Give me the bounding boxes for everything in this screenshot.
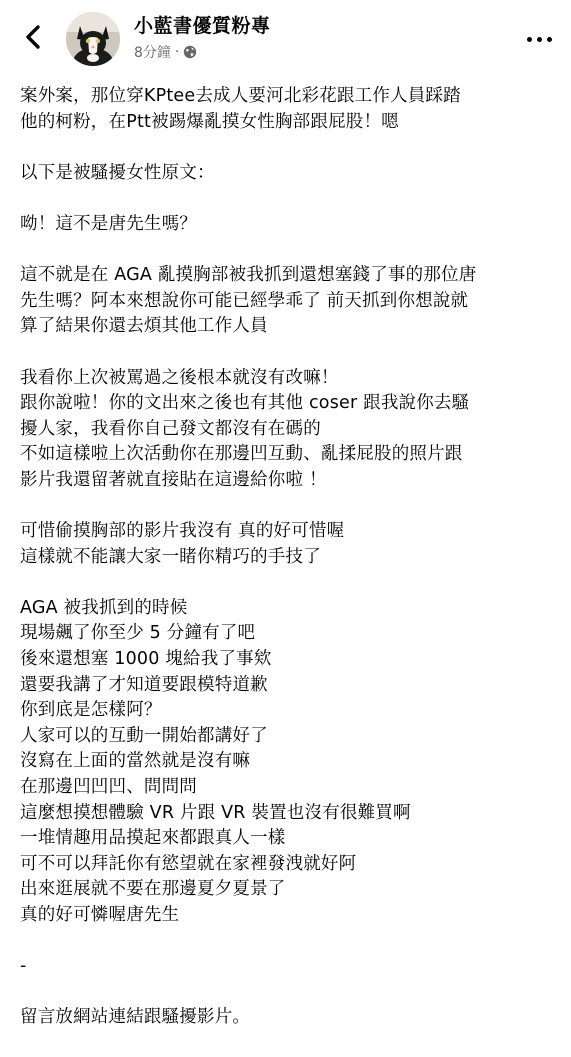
- cat-avatar-image: [66, 12, 120, 66]
- post-line: 這不就是在 AGA 亂摸胸部被我抓到還想塞錢了事的那位唐: [20, 265, 477, 286]
- post-line: 留言放網站連結跟騷擾影片。: [20, 1007, 251, 1028]
- post-line: 你到底是怎樣阿？: [20, 700, 162, 721]
- more-horizontal-icon: [527, 37, 532, 42]
- post-line: 可惜偷摸胸部的影片我沒有 真的好可惜喔: [20, 521, 345, 542]
- post-line: 這麼想摸想體驗 VR 片跟 VR 裝置也沒有很難買啊: [20, 802, 411, 823]
- post-paragraph: [20, 161, 560, 187]
- post-line: 先生嗎？阿本來想說你可能已經學乖了 前天抓到你想說就: [20, 290, 469, 311]
- post-timestamp[interactable]: 8分鐘: [134, 45, 171, 61]
- post-line: 他的柯粉，在Ptt被踢爆亂摸女性胸部跟屁股！嗯: [20, 111, 399, 132]
- post-line: AGA 被我抓到的時候: [20, 597, 188, 618]
- back-arrow-icon: [24, 24, 42, 50]
- post-paragraph: [20, 954, 560, 980]
- post-line: 出來逛展就不要在那邊夏夕夏景了: [20, 879, 286, 900]
- post-line: 現場飆了你至少 5 分鐘有了吧: [20, 623, 256, 644]
- post-line: 影片我還留著就直接貼在這邊給你啦 ！: [20, 469, 327, 490]
- post-line: 在那邊凹凹凹、問問問: [20, 777, 197, 798]
- post-line: 案外案，那位穿KPtee去成人要河北彩花跟工作人員踩踏: [20, 86, 461, 106]
- post-paragraph: [20, 263, 560, 340]
- post-paragraph: [20, 596, 560, 929]
- back-button[interactable]: [18, 22, 48, 52]
- post-paragraph: [20, 519, 560, 570]
- post-line: 這樣就不能讓大家一睹你精巧的手技了: [20, 546, 321, 567]
- post-line: 算了結果你還去煩其他工作人員: [20, 316, 268, 337]
- post-line: 不如這樣啦上次活動你在那邊凹互動、亂揉屁股的照片跟: [20, 444, 463, 465]
- post-line: 擾人家，我看你自己發文都沒有在碼的: [20, 418, 321, 439]
- post-line: 人家可以的互動一開始都講好了: [20, 725, 268, 746]
- post-line: 可不可以拜託你有慾望就在家裡發洩就好阿: [20, 853, 357, 874]
- page-avatar[interactable]: [66, 12, 120, 66]
- post-paragraph: [20, 366, 560, 494]
- more-options-button[interactable]: [521, 24, 557, 54]
- post-line: 一堆情趣用品摸起來都跟真人一樣: [20, 828, 286, 849]
- post-paragraph: [20, 1005, 560, 1031]
- page-name[interactable]: 小藍書優質粉專: [134, 15, 271, 37]
- post-line: 還要我講了才知道要跟模特道歉: [20, 674, 268, 695]
- post-line: 我看你上次被罵過之後根本就沒有改嘛！: [20, 367, 339, 388]
- post-line: 沒寫在上面的當然就是沒有嘛: [20, 751, 251, 772]
- globe-icon: [183, 45, 197, 59]
- post-text: [20, 84, 560, 1057]
- post-line: 後來還想塞 1000 塊給我了事欸: [20, 649, 272, 670]
- post-header: [0, 0, 571, 78]
- post-line: 以下是被騷擾女性原文：: [20, 162, 215, 183]
- meta-separator: ·: [174, 44, 180, 60]
- post-paragraph: [20, 84, 560, 135]
- post-line: -: [20, 956, 27, 977]
- post-line: 呦！這不是唐先生嗎？: [20, 213, 197, 234]
- post-line: 跟你說啦！你的文出來之後也有其他 coser 跟我說你去騷: [20, 393, 470, 414]
- post-meta: [134, 42, 197, 62]
- post-line: 真的好可憐喔唐先生: [20, 905, 180, 925]
- post-paragraph: [20, 212, 560, 238]
